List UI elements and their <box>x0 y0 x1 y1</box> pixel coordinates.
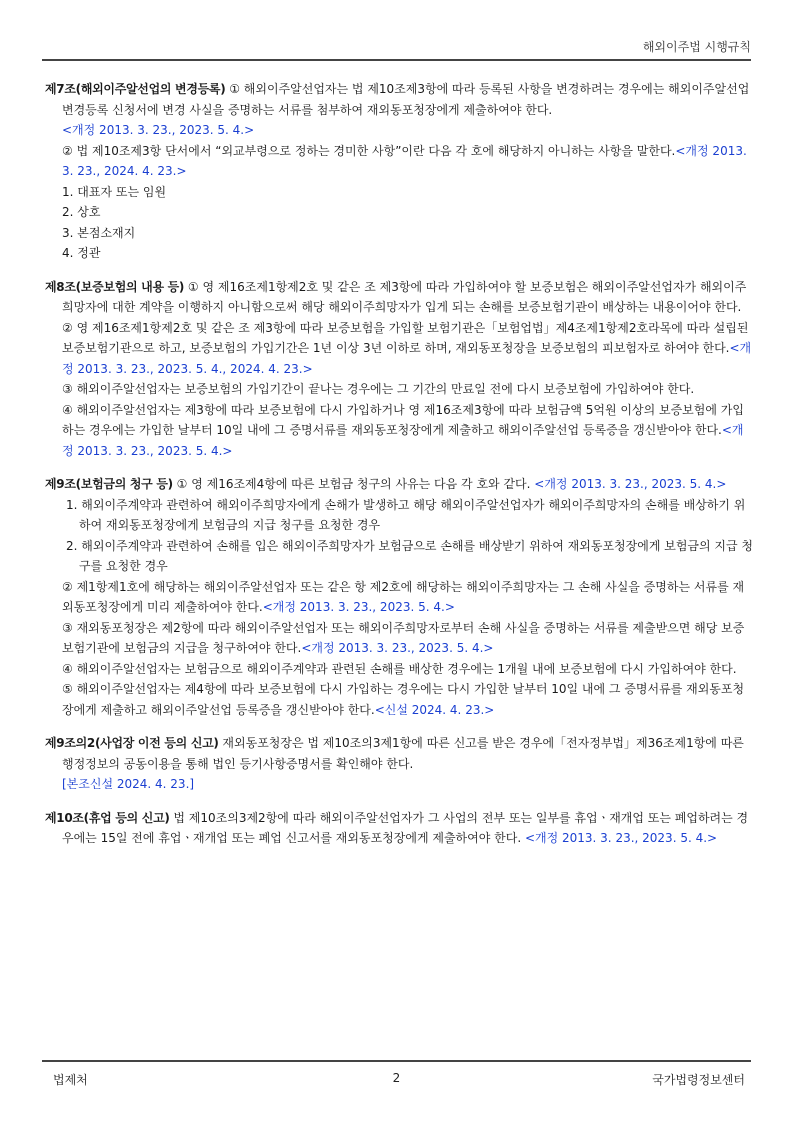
article-9 <box>45 474 755 720</box>
document-title: 해외이주법 시행규칙 <box>642 40 751 54</box>
amendment-note[interactable]: [본조신설 2024. 4. 23.] <box>62 777 195 791</box>
list-item: 3. 본점소재지 <box>62 225 136 240</box>
article-heading: 제9조의2(사업장 이전 등의 신고) <box>45 736 219 750</box>
article-7 <box>45 79 755 264</box>
amendment-note[interactable]: <개정 2013. 3. 23., 2023. 5. 4.> <box>62 423 744 458</box>
list-item: 2. 해외이주계약과 관련하여 손해를 입은 해외이주희망자가 보험금으로 손해를 배상받기 위하여 재외동포청장에게 보험금의 지급 청구를 요청한 경우 <box>66 538 754 573</box>
paragraph: ② 영 제16조제1항제2호 및 같은 조 제3항에 따라 보증보험을 가입할 보험기관은「보험업법」제4조제1항제2호라목에 따라 설립된 보증보험기관으로 하고, 보증보험의 가입기간은 1년 이상 3년 이하로 하며, 재외동포청장을 보증보험의 피보험자로 하여야 한다.<개정 2013. 3. 23., 2023. 5. 4., 2024. 4. 23.> <box>62 320 752 376</box>
article-body: ① 영 제16조제4항에 따른 보험금 청구의 사유는 다음 각 호와 같다. <box>172 477 535 491</box>
article-heading: 제10조(휴업 등의 신고) <box>45 810 170 825</box>
paragraph: ④ 해외이주알선업자는 제3항에 따라 보증보험에 다시 가입하거나 영 제16조제3항에 따라 보험금액 5억원 이상의 보증보험에 가입하는 경우에는 가입한 날부터 10일 내에 그 증명서류를 재외동포청장에게 제출하고 해외이주알선업 등록증을 갱신받아야 한다.<개정 2013. 3. 23., 2023. 5. 4.> <box>62 402 744 458</box>
article-heading: 제9조(보험금의 청구 등) <box>45 477 173 491</box>
list-item: 2. 상호 <box>62 205 101 219</box>
footer-divider <box>42 1060 751 1062</box>
footer-source: 국가법령정보센터 <box>652 1073 745 1087</box>
article-9-2 <box>45 733 755 795</box>
paragraph: ② 법 제10조제3항 단서에서 “외교부령으로 정하는 경미한 사항”이란 다음 각 호에 해당하지 아니하는 사항을 말한다.<개정 2013. 3. 23., 2024. 4. 23.> <box>62 143 747 178</box>
article-body: 재외동포청장은 법 제10조의3제1항에 따른 신고를 받은 경우에「전자정부법」제36조제1항에 따른 행정정보의 공동이용을 통해 법인 등기사항증명서를 확인해야 한다. <box>62 736 744 771</box>
amendment-note[interactable]: <개정 2013. 3. 23., 2023. 5. 4.> <box>301 641 494 655</box>
document-body <box>45 79 755 862</box>
paragraph: ⑤ 해외이주알선업자는 제4항에 따라 보증보험에 다시 가입하는 경우에는 다시 가입한 날부터 10일 내에 그 증명서류를 재외동포청장에게 제출하고 해외이주알선업 등록증을 갱신받아야 한다.<신설 2024. 4. 23.> <box>62 682 745 717</box>
list-item: 4. 정관 <box>62 246 101 260</box>
amendment-note[interactable]: <개정 2013. 3. 23., 2023. 5. 4.> <box>524 831 718 845</box>
footer-publisher: 법제처 <box>53 1073 88 1087</box>
paragraph: ③ 해외이주알선업자는 보증보험의 가입기간이 끝나는 경우에는 그 기간의 만료일 전에 다시 보증보험에 가입하여야 한다. <box>62 382 695 396</box>
amendment-note[interactable]: <개정 2013. 3. 23., 2023. 5. 4.> <box>262 600 455 614</box>
list-item: 1. 해외이주계약과 관련하여 해외이주희망자에게 손해가 발생하고 해당 해외이주알선업자가 해외이주희망자의 손해를 배상하기 위하여 재외동포청장에게 보험금의 지급 청구를 요청한 경우 <box>66 497 746 532</box>
amendment-note[interactable]: <개정 2013. 3. 23., 2023. 5. 4., 2024. 4. 23.> <box>62 341 752 376</box>
paragraph: ④ 해외이주알선업자는 보험금으로 해외이주계약과 관련된 손해를 배상한 경우에는 1개월 내에 보증보험에 다시 가입하여야 한다. <box>62 661 737 676</box>
paragraph: ② 제1항제1호에 해당하는 해외이주알선업자 또는 같은 항 제2호에 해당하는 해외이주희망자는 그 손해 사실을 증명하는 서류를 재외동포청장에게 미리 제출하여야 한다.<개정 2013. 3. 23., 2023. 5. 4.> <box>62 579 745 614</box>
amendment-note[interactable]: <개정 2013. 3. 23., 2023. 5. 4.> <box>534 477 727 491</box>
header-divider <box>42 59 751 61</box>
amendment-note[interactable]: <신설 2024. 4. 23.> <box>374 702 495 717</box>
paragraph: ③ 재외동포청장은 제2항에 따라 해외이주알선업자 또는 해외이주희망자로부터 손해 사실을 증명하는 서류를 제출받으면 해당 보증보험기관에 보험금의 지급을 청구하여야 한다.<개정 2013. 3. 23., 2023. 5. 4.> <box>62 620 745 655</box>
amendment-note[interactable]: <개정 2013. 3. 23., 2024. 4. 23.> <box>62 143 747 178</box>
article-body: ① 해외이주알선업자는 법 제10조제3항에 따라 등록된 사항을 변경하려는 경우에는 해외이주알선업 변경등록 신청서에 변경 사실을 증명하는 서류를 첨부하여 재외동포청장에게 제출하여야 한다. <box>62 82 750 117</box>
article-heading: 제8조(보증보험의 내용 등) <box>45 279 185 294</box>
amendment-note[interactable]: <개정 2013. 3. 23., 2023. 5. 4.> <box>62 123 255 137</box>
article-10 <box>45 808 755 849</box>
article-8 <box>45 277 755 462</box>
article-heading: 제7조(해외이주알선업의 변경등록) <box>45 82 226 96</box>
article-body: ① 영 제16조제1항제2호 및 같은 조 제3항에 따라 가입하여야 할 보증보험은 해외이주알선업자가 해외이주희망자에 대한 계약을 이행하지 아니함으로써 해당 해외이주희망자가 입게 되는 손해를 보증보험기관이 배상하는 내용이어야 한다. <box>62 279 747 314</box>
list-item: 1. 대표자 또는 임원 <box>62 184 167 199</box>
article-body: 법 제10조의3제2항에 따라 해외이주알선업자가 그 사업의 전부 또는 일부를 휴업ㆍ재개업 또는 폐업하려는 경우에는 15일 전에 휴업ㆍ재개업 또는 폐업 신고서를 재외동포청장에게 제출하여야 한다. <box>62 810 749 845</box>
page-number: 2 <box>392 1071 401 1085</box>
